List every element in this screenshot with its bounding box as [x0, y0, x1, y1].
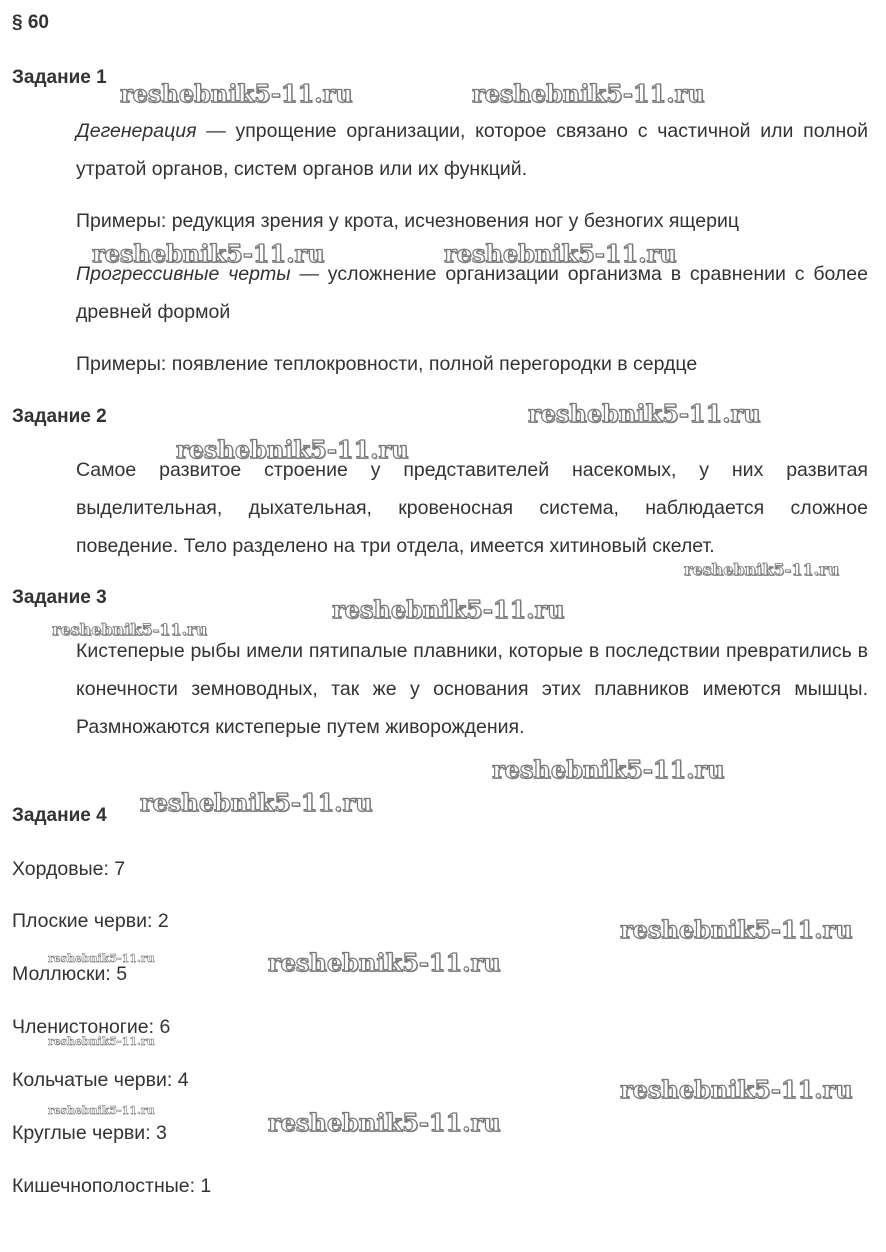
task-1-paragraph-2: [76, 202, 868, 240]
list-item-roundworms: Круглые черви: 3: [12, 1122, 167, 1144]
watermark: reshebnik5-11.ru: [528, 399, 761, 428]
list-item-mollusks: Моллюски: 5: [12, 963, 128, 985]
watermark: reshebnik5-11.ru: [444, 239, 677, 268]
paragraph-text: Кистеперые рыбы имели пятипалые плавники, которые в последствии превратились в конечности земноводных, так же у основания этих плавников имеются мышцы. Размножаются кистеперые путем живорождения.: [76, 640, 868, 738]
term-progressive-traits: Прогрессивные черты: [76, 263, 291, 285]
watermark: reshebnik5-11.ru: [176, 435, 409, 464]
watermark: reshebnik5-11.ru: [620, 1075, 853, 1104]
task-4-heading: Задание 4: [12, 805, 107, 826]
watermark: reshebnik5-11.ru: [332, 595, 565, 624]
watermark: reshebnik5-11.ru: [48, 1104, 155, 1117]
list-item-annelids: Кольчатые черви: 4: [12, 1069, 189, 1091]
watermark: reshebnik5-11.ru: [92, 239, 325, 268]
watermark: reshebnik5-11.ru: [620, 915, 853, 944]
watermark: reshebnik5-11.ru: [48, 952, 155, 965]
watermark: reshebnik5-11.ru: [120, 79, 353, 108]
paragraph-text: — усложнение организации организма в сравнении с более древней формой: [76, 263, 868, 323]
watermark: reshebnik5-11.ru: [140, 788, 373, 817]
term-degeneration: Дегенерация: [76, 120, 197, 142]
list-item-chordates: Хордовые: 7: [12, 858, 126, 880]
list-item-arthropods: Членистоногие: 6: [12, 1016, 171, 1038]
watermark: reshebnik5-11.ru: [48, 1035, 155, 1048]
task-3-paragraph-1: [76, 632, 868, 746]
task-2-paragraph-1: [76, 451, 868, 565]
paragraph-text: Примеры: редукция зрения у крота, исчезновения ног у безногих ящериц: [76, 210, 739, 232]
task-2-heading: Задание 2: [12, 406, 107, 427]
task-1-heading: Задание 1: [12, 67, 107, 88]
watermark: reshebnik5-11.ru: [684, 560, 840, 579]
list-item-flatworms: Плоские черви: 2: [12, 910, 169, 932]
watermark: reshebnik5-11.ru: [268, 948, 501, 977]
watermark: reshebnik5-11.ru: [268, 1108, 501, 1137]
paragraph-text: — упрощение организации, которое связано с частичной или полной утратой органов, систем органов или их функций.: [76, 120, 868, 180]
task-1-paragraph-1: [76, 112, 868, 188]
task-3-heading: Задание 3: [12, 587, 107, 608]
list-item-coelenterates: Кишечнополостные: 1: [12, 1175, 212, 1197]
paragraph-text: Примеры: появление теплокровности, полной перегородки в сердце: [76, 353, 698, 375]
section-title: § 60: [12, 12, 49, 33]
task-1-paragraph-4: [76, 345, 868, 383]
watermark: reshebnik5-11.ru: [492, 755, 725, 784]
watermark: reshebnik5-11.ru: [52, 620, 208, 639]
watermark: reshebnik5-11.ru: [472, 79, 705, 108]
task-1-paragraph-3: [76, 255, 868, 331]
paragraph-text: Самое развитое строение у представителей насекомых, у них развитая выделительная, дыхательная, кровеносная система, наблюдается сложное поведение. Тело разделено на три отдела, имеется хитиновый скелет.: [76, 459, 868, 557]
